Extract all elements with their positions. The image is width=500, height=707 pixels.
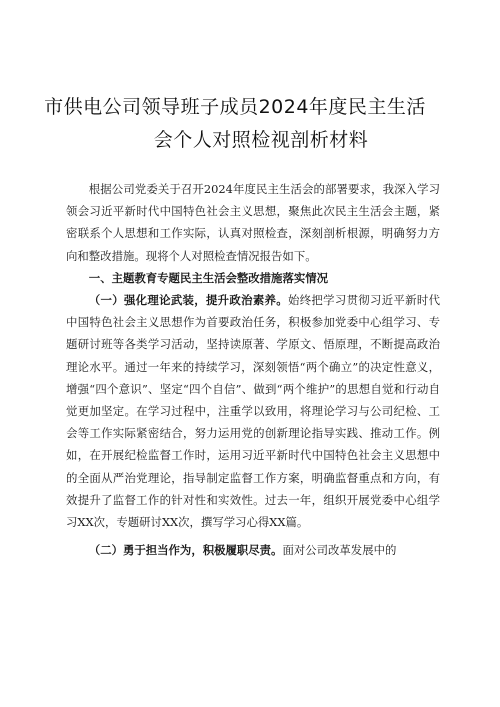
subsection-2-body: 面对公司改革发展中的 (282, 543, 397, 558)
section-heading-1: 一、主题教育专题民主生活会整改措施落实情况 (88, 270, 329, 285)
document-title-line2: 会个人对照检视剖析材料 (153, 129, 369, 151)
document-body (66, 178, 440, 561)
subsection-1-heading: （一）强化理论武装，提升政治素养。 (88, 293, 288, 308)
subsection-2-heading: （二）勇于担当作为，积极履职尽责。 (88, 543, 283, 558)
subsection-1-body: 始终把学习贯彻习近平新时代中国特色社会主义思想作为首要政治任务，积极参加党委中心组学习、专题研讨班等各类学习活动，坚持读原著、学原文、悟原理，不断提高政治理论水平。通过一年来的持续学习，深刻领悟“两个确立”的决定性意义，增强“四个意识”、坚定“四个自信”、做到“两个维护”的思想自觉和行动自觉更加坚定。在学习过程中，注重学以致用，将理论学习与公司纪检、工会等工作实际紧密结合，努力运用党的创新理论指导实践、推动工作。例如，在开展纪检监督工作时，运用习近平新时代中国特色社会主义思想中的全面从严治党理论，指导制定监督工作方案，明确监督重点和方向，有效提升了监督工作的针对性和实效性。过去一年，组织开展党委中心组学习XX次，专题研讨XX次，撰写学习心得XX篇。 (66, 293, 440, 530)
subsection-1-paragraph (66, 289, 440, 533)
subsection-2-paragraph (66, 539, 440, 561)
intro-paragraph: 根据公司党委关于召开2024年度民主生活会的部署要求，我深入学习领会习近平新时代中国特色社会主义思想，聚焦此次民主生活会主题，紧密联系个人思想和工作实际，认真对照检查，深刻剖析根源，明确努力方向和整改措施。现将个人对照检查情况报告如下。 (66, 182, 440, 263)
document-title-line1: 市供电公司领导班子成员2024年度民主生活 (44, 96, 426, 118)
